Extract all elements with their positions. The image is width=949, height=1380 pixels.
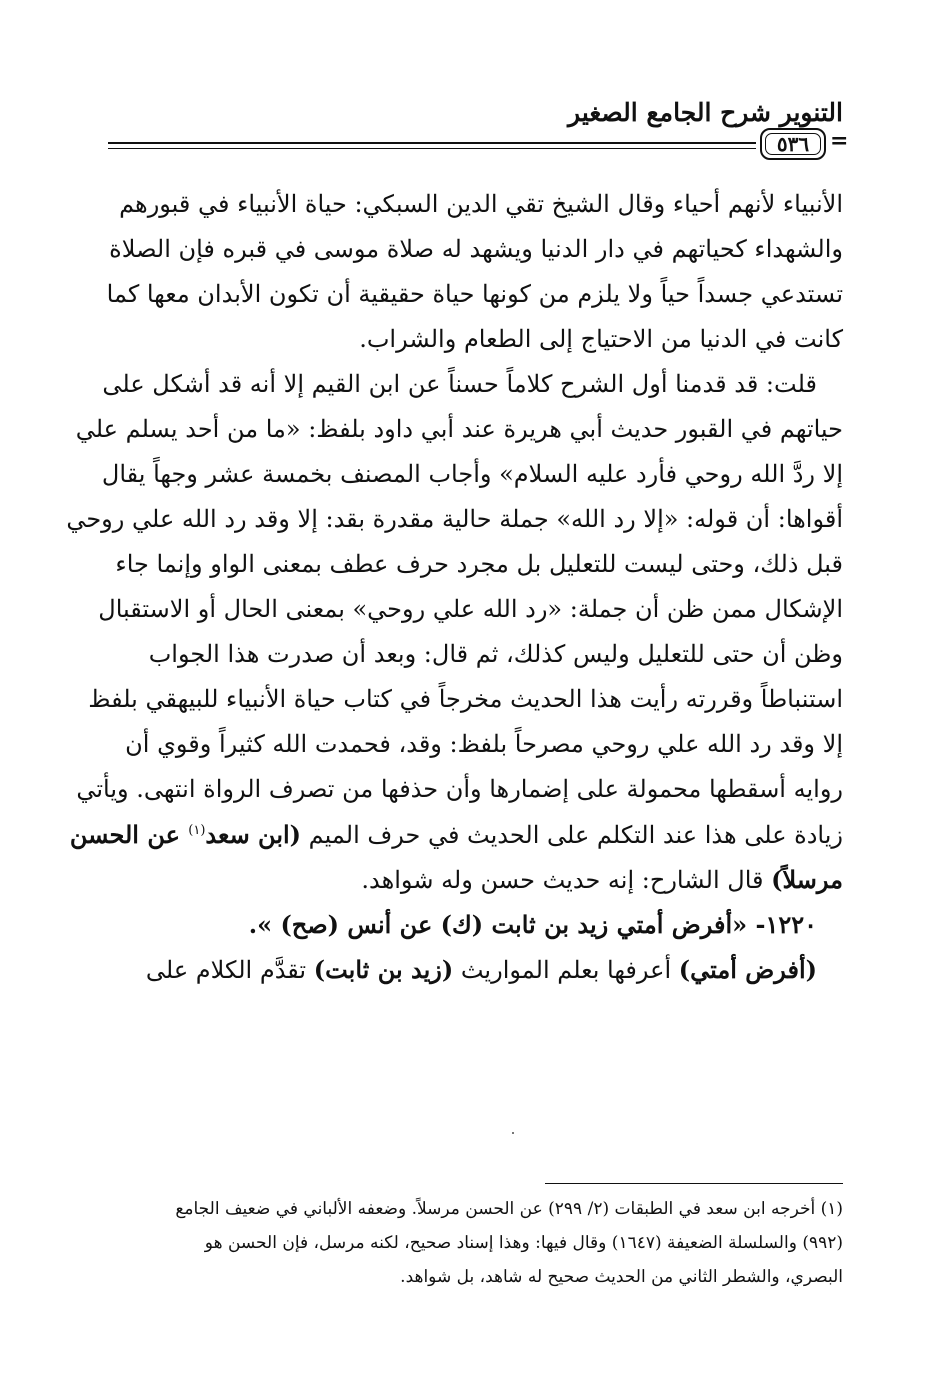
text-line <box>108 947 843 992</box>
footnote-marker[interactable]: (١) <box>188 823 206 838</box>
text-line: حياتهم في القبور حديث أبي هريرة عند أبي داود بلفظ: «ما من أحد يسلم علي <box>75 415 843 443</box>
footnote-rule <box>545 1183 843 1184</box>
lemma-bold: (أفرض أمتي) <box>678 955 817 984</box>
footnote-line: (٩٩٢) والسلسلة الضعيفة (١٦٤٧) وقال فيها: وهذا إسناد صحيح، لكنه مرسل، فإن الحسن هو <box>204 1233 843 1253</box>
text-line: كانت في الدنيا من الاحتياج إلى الطعام والشراب. <box>359 325 843 353</box>
text-line: إلا ردَّ الله روحي فأرد عليه السلام» وأجاب المصنف بخمسة عشر وجهاً يقال <box>101 460 843 488</box>
text-line: تستدعي جسداً حياً ولا يلزم من كونها حياة حقيقية أن تكون الأبدان معها كما <box>106 280 843 308</box>
citation-bold: عن الحسن <box>69 820 189 849</box>
lemma-bold: (زيد بن ثابت) <box>313 955 454 984</box>
text-line: أقواها: أن قوله: «إلا رد الله» جملة حالية مقدرة بقد: إلا وقد رد الله علي روحي <box>66 505 843 533</box>
footnotes <box>108 1192 843 1294</box>
text-segment: أعرفها بعلم المواريث <box>453 956 679 984</box>
text-line: وظن أن حتى للتعليل وليس كذلك، ثم قال: وبعد أن صدرت هذا الجواب <box>148 640 843 668</box>
page-header <box>108 92 849 162</box>
citation-bold: مرسلاً) <box>771 865 843 894</box>
text-line: والشهداء كحياتهم في دار الدنيا ويشهد له صلاة موسى في قبره فإن الصلاة <box>109 235 843 263</box>
main-text <box>66 182 843 992</box>
header-rule-thin <box>108 148 756 149</box>
text-segment: تقدَّم الكلام على <box>145 956 314 984</box>
running-title: التنوير شرح الجامع الصغير <box>568 98 843 127</box>
citation-bold: (ابن سعد <box>205 820 302 849</box>
text-line <box>69 812 843 857</box>
text-line: استنباطاً وقررته رأيت هذا الحديث مخرجاً في كتاب حياة الأنبياء للبيهقي بلفظ <box>88 685 843 713</box>
text-line: إلا وقد رد الله علي روحي مصرحاً بلفظ: وقد، فحمدت الله كثيراً وقوي أن <box>125 730 843 758</box>
print-speck <box>512 1132 514 1134</box>
text-line: قبل ذلك، وحتى ليست للتعليل بل مجرد حرف عطف بمعنى الواو وإنما جاء <box>115 550 843 578</box>
text-line <box>108 857 843 902</box>
text-line: قلت: قد قدمنا أول الشرح كلاماً حسناً عن ابن القيم إلا أنه قد أشكل على <box>102 370 817 398</box>
hadith-entry: ١٢٢٠- «أفرض أمتي زيد بن ثابت (ك) عن أنس (صح) ». <box>248 910 817 939</box>
text-line: روايه أسقطها محمولة على إضمارها وأن حذفها من تصرف الرواة انتهى. ويأتي <box>76 775 843 803</box>
header-ornament: = <box>830 128 849 154</box>
page-number: ٥٣٦ <box>760 128 826 160</box>
footnote-line: البصري، والشطر الثاني من الحديث صحيح له شاهد، بل شواهد. <box>400 1267 843 1287</box>
footnote-line: (١) أخرجه ابن سعد في الطبقات (٢/ ٢٩٩) عن الحسن مرسلاً. وضعفه الألباني في ضعيف الجامع <box>175 1199 843 1219</box>
text-segment: زيادة على هذا عند التكلم على الحديث في حرف الميم <box>301 821 843 849</box>
text-segment: قال الشارح: إنه حديث حسن وله شواهد. <box>361 866 772 894</box>
text-line: الإشكال ممن ظن أن جملة: «رد الله علي روحي» بمعنى الحال أو الاستقبال <box>98 595 843 623</box>
text-line: الأنبياء لأنهم أحياء وقال الشيخ تقي الدين السبكي: حياة الأنبياء في قبورهم <box>119 190 843 218</box>
header-rule <box>108 142 756 144</box>
